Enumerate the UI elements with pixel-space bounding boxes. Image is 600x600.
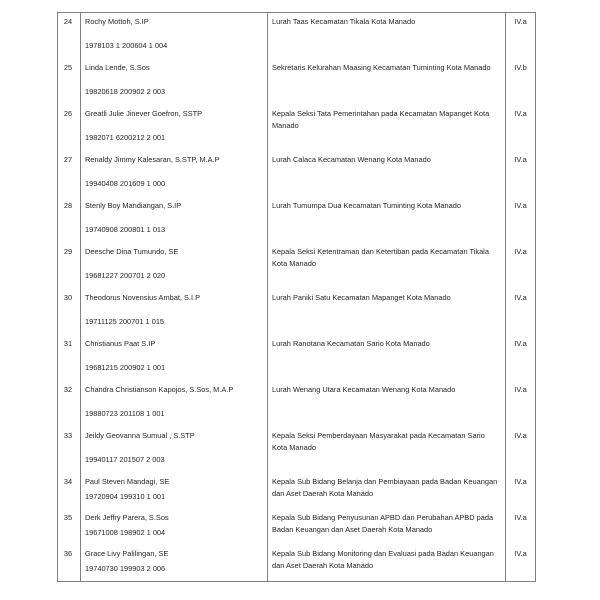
row-number: 29 [58, 243, 81, 289]
position-title: Lurah Wenang Utara Kecamatan Wenang Kota Manado [268, 381, 506, 427]
table-row [58, 243, 535, 289]
position-title: Kepala Sub Bidang Monitoring dan Evaluasi pada Badan Keuangan dan Aset Daerah Kota Manado [268, 545, 506, 581]
grade-value: IV.a [514, 109, 527, 118]
grade-value: IV.a [514, 339, 527, 348]
position-title: Kepala Seksi Pemberdayaan Masyarakat pada Kecamatan Sario Kota Manado [268, 427, 506, 473]
employee-name: Theodorus Novensius Ambat, S.I.P [85, 293, 201, 302]
employee-nip: 19671008 198902 1 004 [85, 527, 166, 537]
name-nip-cell [81, 289, 268, 335]
row-number: 35 [58, 509, 81, 545]
employee-name: Renaldy Jimmy Kalesaran, S.STP, M.A.P [85, 155, 220, 164]
employee-nip: 19940117 201507 2 003 [85, 454, 165, 464]
row-number: 36 [58, 545, 81, 581]
position-title: Lurah Taas Kecamatan Tikala Kota Manado [268, 13, 506, 59]
name-nip-cell [81, 509, 268, 545]
position-title: Kepala Seksi Ketentraman dan Ketertiban pada Kecamatan Tikala Kota Manado [268, 243, 506, 289]
grade-value: IV.a [514, 549, 527, 558]
name-nip-cell [81, 151, 268, 197]
employee-name: Derk Jeffry Parera, S.Sos [85, 513, 169, 522]
table-row [58, 289, 535, 335]
employee-nip: 1978103 1 200604 1 004 [85, 40, 168, 50]
name-nip-cell [81, 335, 268, 381]
table-row [58, 197, 535, 243]
row-number: 31 [58, 335, 81, 381]
name-nip-cell [81, 545, 268, 581]
table-row [58, 59, 535, 105]
employee-nip: 19880723 201108 1 001 [85, 408, 165, 418]
employee-nip: 19820618 200902 2 003 [85, 86, 166, 96]
position-title: Lurah Ranotana Kecamatan Sario Kota Manado [268, 335, 506, 381]
row-number: 26 [58, 105, 81, 151]
position-title: Lurah Tumumpa Dua Kecamatan Tuminting Kota Manado [268, 197, 506, 243]
grade-value: IV.a [514, 155, 527, 164]
name-nip-cell [81, 197, 268, 243]
table-row [58, 105, 535, 151]
name-nip-cell [81, 427, 268, 473]
position-title: Lurah Paniki Satu Kecamatan Mapanget Kota Manado [268, 289, 506, 335]
table-row [58, 509, 535, 545]
position-title: Kepala Sub Bidang Belanja dan Pembiayaan pada Badan Keuangan dan Aset Daerah Kota Manado [268, 473, 506, 509]
position-title: Kepala Sub Bidang Penyusunan APBD dan Perubahan APBD pada Badan Keuangan dan Aset Daerah Kota Manado [268, 509, 506, 545]
employee-name: Rochy Mottoh, S.IP [85, 17, 149, 26]
employee-nip: 19681215 200902 1 001 [85, 362, 166, 372]
employee-nip: 19711125 200701 1 015 [85, 316, 165, 326]
row-number: 25 [58, 59, 81, 105]
table-row [58, 545, 535, 581]
grade-value: IV.b [514, 63, 527, 72]
grade-value: IV.a [514, 477, 527, 486]
employee-name: Paul Steven Mandagi, SE [85, 477, 170, 486]
employee-nip: 19740908 200801 1 013 [85, 224, 166, 234]
grade-value: IV.a [514, 247, 527, 256]
row-number: 28 [58, 197, 81, 243]
grade-value: IV.a [514, 385, 527, 394]
name-nip-cell [81, 381, 268, 427]
row-number: 33 [58, 427, 81, 473]
employee-name: Greatli Julie Jinever Goefron, SSTP [85, 109, 203, 118]
name-nip-cell [81, 473, 268, 509]
table-row [58, 335, 535, 381]
grade-value: IV.a [514, 431, 527, 440]
grade-value: IV.a [514, 513, 527, 522]
position-title: Sekretaris Kelurahan Maasing Kecamatan Tuminting Kota Manado [268, 59, 506, 105]
employee-name: Chandra Christianson Kapojos, S.Sos, M.A.P [85, 385, 234, 394]
table-row [58, 427, 535, 473]
name-nip-cell [81, 105, 268, 151]
employee-nip: 19720904 199310 1 001 [85, 491, 166, 501]
employee-nip: 19740730 199903 2 006 [85, 563, 166, 573]
row-number: 24 [58, 13, 81, 59]
employee-nip: 1982071 6200212 2 001 [85, 132, 166, 142]
name-nip-cell [81, 243, 268, 289]
employee-name: Deesche Dina Tumundo, SE [85, 247, 179, 256]
personnel-table [57, 12, 536, 582]
table-row [58, 381, 535, 427]
employee-nip: 19940408 201609 1 000 [85, 178, 166, 188]
row-number: 27 [58, 151, 81, 197]
employee-name: Stenly Boy Mandiangan, S.IP [85, 201, 182, 210]
employee-nip: 19681227 200701 2 020 [85, 270, 166, 280]
row-number: 30 [58, 289, 81, 335]
row-number: 32 [58, 381, 81, 427]
employee-name: Jeildy Geovanna Sumual , S.STP [85, 431, 195, 440]
grade-value: IV.a [514, 17, 527, 26]
grade-value: IV.a [514, 293, 527, 302]
employee-name: Christianus Paat S.IP [85, 339, 156, 348]
table-row [58, 13, 535, 59]
employee-name: Grace Livy Palilingan, SE [85, 549, 169, 558]
position-title: Kepala Seksi Tata Pemerintahan pada Kecamatan Mapanget Kota Manado [268, 105, 506, 151]
name-nip-cell [81, 59, 268, 105]
row-number: 34 [58, 473, 81, 509]
position-title: Lurah Calaca Kecamatan Wenang Kota Manado [268, 151, 506, 197]
grade-value: IV.a [514, 201, 527, 210]
table-row [58, 151, 535, 197]
employee-name: Linda Lende, S.Sos [85, 63, 150, 72]
table-row [58, 473, 535, 509]
name-nip-cell [81, 13, 268, 59]
